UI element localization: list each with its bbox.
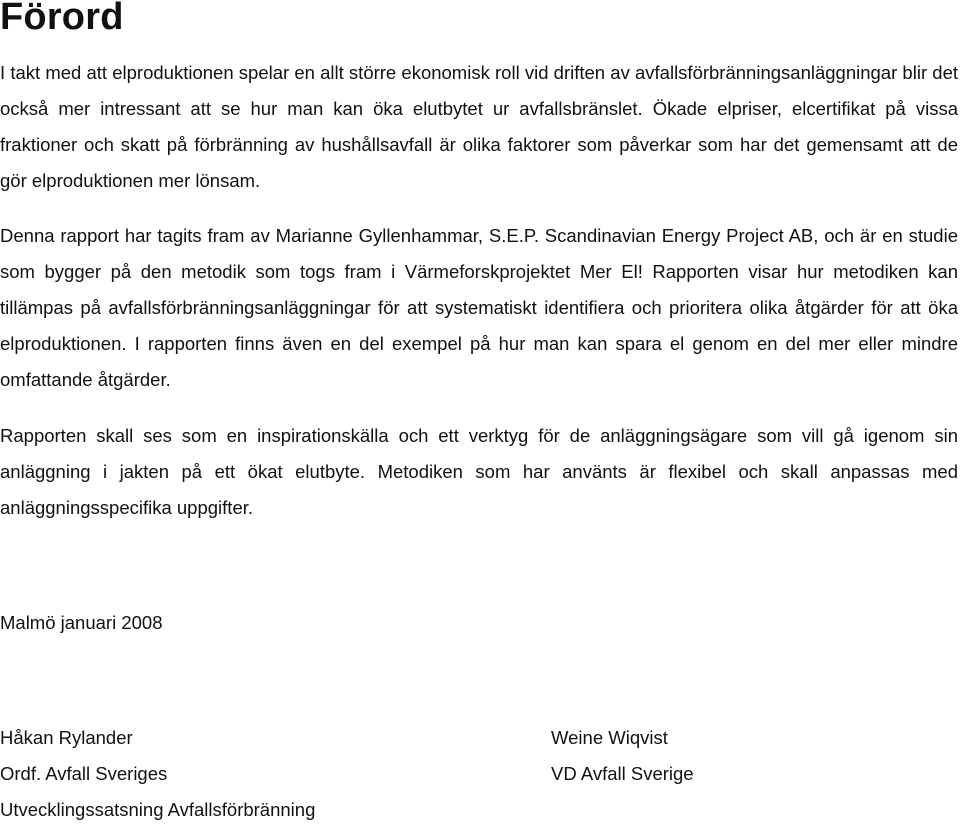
signer-title: Ordf. Avfall Sveriges bbox=[0, 763, 168, 784]
signer-organization: Utvecklingssatsning Avfallsförbränning bbox=[0, 799, 316, 820]
signature-block-left bbox=[0, 720, 315, 828]
dateline: Malmö januari 2008 bbox=[0, 612, 163, 633]
signer-title: VD Avfall Sverige bbox=[551, 763, 694, 784]
signer-name: Weine Wiqvist bbox=[551, 727, 668, 748]
paragraph-report-purpose: Rapporten skall ses som en inspirationskälla och ett verktyg för de anläggningsägare som vill gå igenom sin anläggning i jakten på ett ökat elutbyte. Metodiken som har använts är flexibel och skall anpassas med anläggningsspecifika uppgifter. bbox=[0, 425, 958, 518]
signature-block-right bbox=[551, 720, 694, 792]
page-title: Förord bbox=[0, 0, 124, 38]
signer-name: Håkan Rylander bbox=[0, 727, 133, 748]
paragraph-report-origin: Denna rapport har tagits fram av Marianne Gyllenhammar, S.E.P. Scandinavian Energy Project AB, och är en studie som bygger på den metodik som togs fram i Värmeforskprojektet Mer El! Rapporten visar hur metodiken kan tillämpas på avfallsförbränningsanläggningar för att systematiskt identifiera och prioritera olika åtgärder för att öka elproduktionen. I rapporten finns även en del exempel på hur man kan spara el genom en del mer eller mindre omfattande åtgärder. bbox=[0, 225, 958, 390]
paragraph-intro: I takt med att elproduktionen spelar en allt större ekonomisk roll vid driften av avfallsförbränningsanläggningar blir det också mer intressant att se hur man kan öka elutbytet ur avfallsbränslet. Ökade elpriser, elcertifikat på vissa fraktioner och skatt på förbränning av hushållsavfall är olika faktorer som påverkar som har det gemensamt att de gör elproduktionen mer lönsam. bbox=[0, 62, 958, 191]
